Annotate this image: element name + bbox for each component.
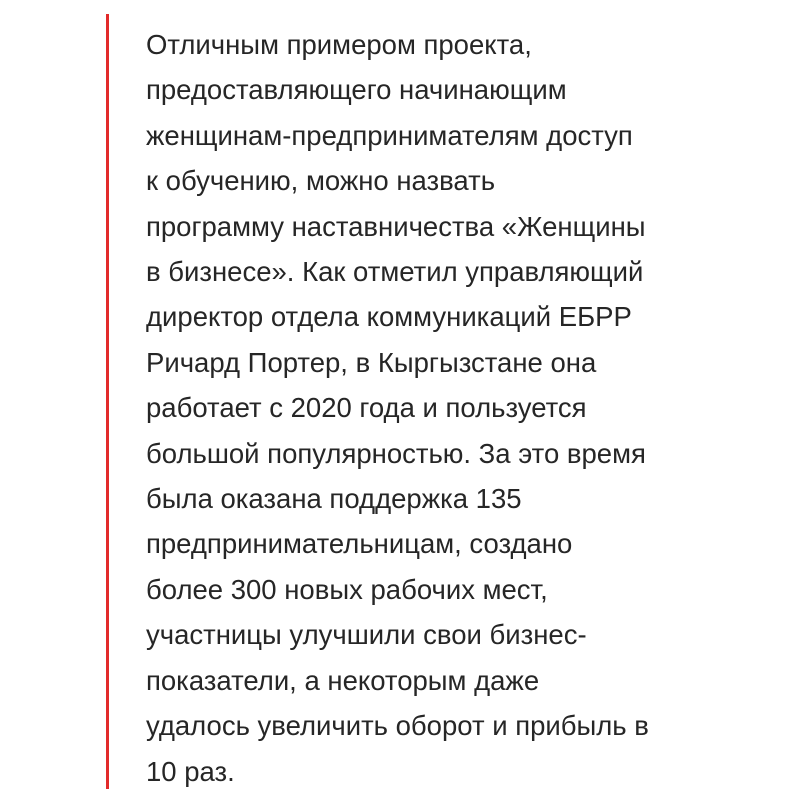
quote-line: большой популярностью. За это время: [146, 437, 646, 469]
quote-line: показатели, а некоторым даже: [146, 664, 540, 696]
quote-line: более 300 новых рабочих мест,: [146, 573, 548, 605]
quote-line: программу наставничества «Женщины: [146, 210, 646, 242]
quote-line: в бизнесе». Как отметил управляющий: [146, 256, 644, 288]
quote-block: [106, 14, 766, 789]
quote-line: Ричард Портер, в Кыргызстане она: [146, 346, 597, 378]
quote-line: участницы улучшили свои бизнес-: [146, 619, 587, 651]
quote-line: была оказана поддержка 135: [146, 483, 522, 515]
quote-line: работает с 2020 года и пользуется: [146, 392, 587, 424]
quote-line: 10 раз.: [146, 755, 235, 787]
quote-paragraph: [146, 22, 649, 794]
quote-line: предоставляющего начинающим: [146, 74, 567, 106]
quote-line: Отличным примером проекта,: [146, 29, 532, 60]
quote-line: женщинам-предпринимателям доступ: [146, 119, 633, 151]
quote-line: директор отдела коммуникаций ЕБРР: [146, 301, 632, 333]
quote-line: удалось увеличить оборот и прибыль в: [146, 710, 649, 742]
quote-line: предпринимательницам, создано: [146, 528, 573, 560]
quote-line: к обучению, можно назвать: [146, 165, 496, 197]
